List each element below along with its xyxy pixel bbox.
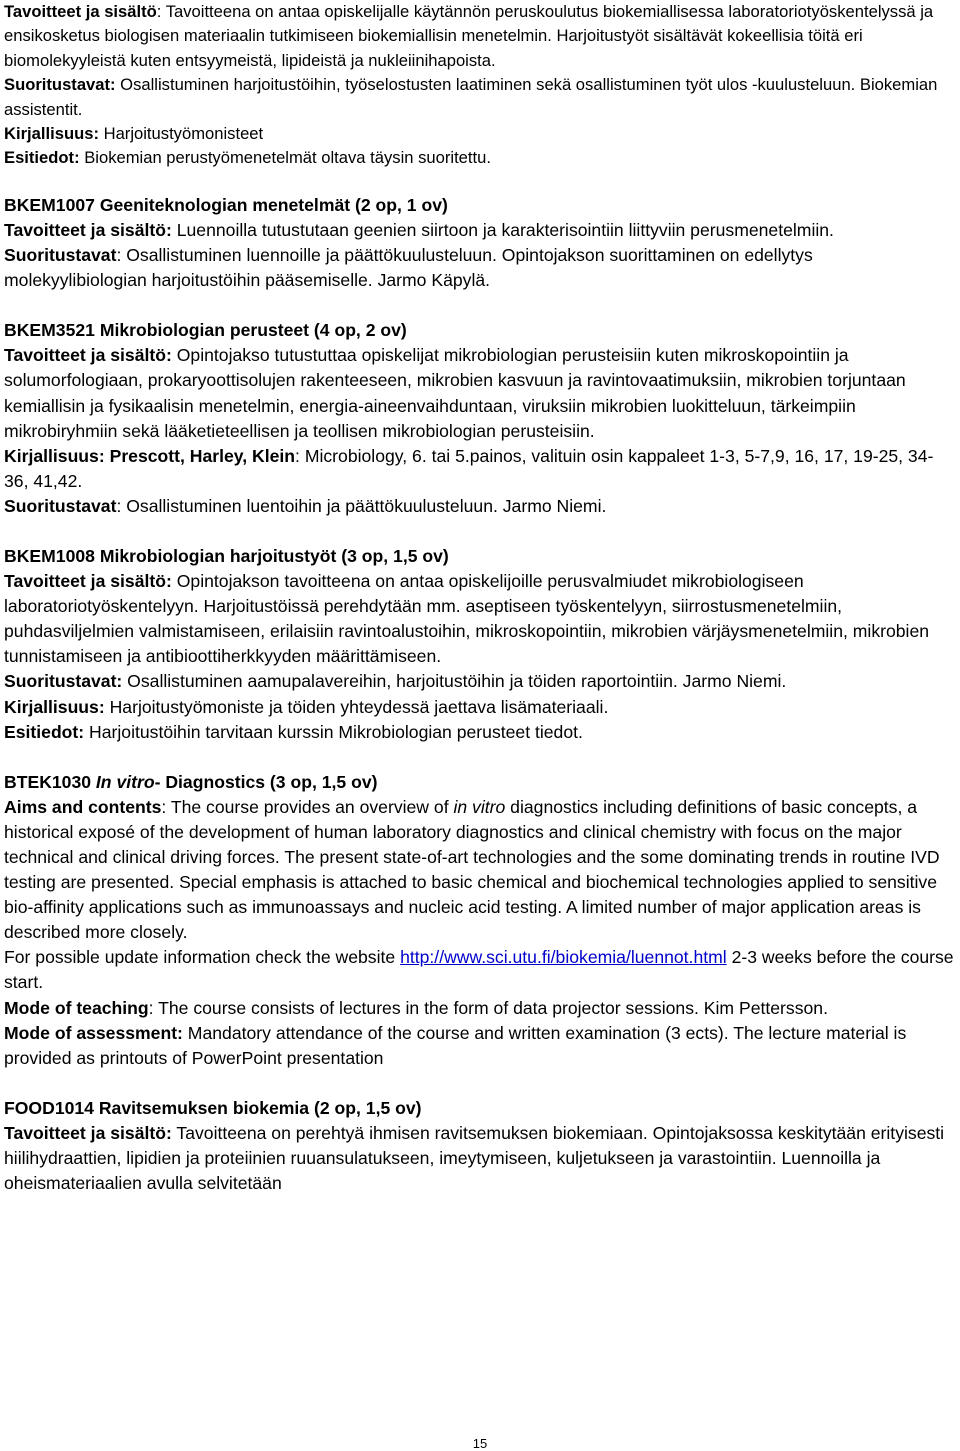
text-completion: : Osallistuminen luentoihin ja päättökuulusteluun. Jarmo Niemi. bbox=[116, 495, 607, 516]
text-goals: Opintojakso tutustuttaa opiskelijat mikrobiologian perusteisiin kuten mikroskopointiin ja solumorfologiaan, prokaryoottisolujen rakenteeseen, mikrobien kasvuun ja ravintovaatimuksiin, mikrobien torjuntaan kemiallisin ja fysikaalisin menetelmin, energia-aineenvaihduntaan, viruksiin mikrobien luokitteluun, tärkeimpiin mikrobiryhmiin sekä lääketieteellisen ja teollisen mikrobiologian perusteisiin. bbox=[4, 345, 906, 441]
section-bkem3521 bbox=[4, 318, 955, 519]
text-goals: Opintojakson tavoitteena on antaa opiskelijoille perusvalmiudet mikrobiologiseen laboratoriotyöskentelyyn. Harjoitustöissä perehdytään mm. aseptiseen työskentelyyn, siirrostusmenetelmiin, puhdasviljelmien valmistamiseen, erilaisiin ravintoalustoihin, mikroskopointiin, mikrobien värjäysmenetelmiin, mikrobien tunnistamiseen ja antibioottiherkkyyden määrittämiseen. bbox=[4, 571, 930, 667]
label-goals: Tavoitteet ja sisältö: bbox=[4, 219, 172, 240]
text-literature: Harjoitustyömonisteet bbox=[98, 124, 264, 144]
paragraph-prerequisites bbox=[4, 720, 955, 745]
label-completion: Suoritustavat: bbox=[4, 75, 116, 95]
paragraph-teaching bbox=[4, 996, 955, 1021]
course-title: BKEM3521 Mikrobiologian perusteet (4 op, 2 ov) bbox=[4, 320, 407, 341]
website-link[interactable]: http://www.sci.utu.fi/biokemia/luennot.html bbox=[400, 947, 727, 968]
text-completion: Osallistuminen aamupalavereihin, harjoitustöihin ja töiden raportointiin. Jarmo Niemi. bbox=[122, 671, 787, 692]
paragraph-goals bbox=[4, 0, 955, 73]
paragraph-completion bbox=[4, 243, 955, 293]
course-title bbox=[4, 770, 955, 795]
label-literature: Kirjallisuus: bbox=[4, 124, 99, 144]
paragraph-completion bbox=[4, 669, 955, 694]
paragraph-completion bbox=[4, 494, 955, 519]
text-update-a: For possible update information check the website bbox=[4, 947, 401, 968]
paragraph-goals bbox=[4, 569, 955, 669]
course-title: FOOD1014 Ravitsemuksen biokemia (2 op, 1,5 ov) bbox=[4, 1097, 422, 1118]
label-goals: Tavoitteet ja sisältö: bbox=[4, 345, 172, 366]
text-assessment: Mandatory attendance of the course and written examination (3 ects). The lecture material is provided as printouts of PowerPoint presentation bbox=[4, 1022, 907, 1068]
course-title: BKEM1007 Geeniteknologian menetelmät (2 op, 1 ov) bbox=[4, 194, 448, 215]
label-literature: Kirjallisuus: Prescott, Harley, Klein bbox=[4, 445, 296, 466]
paragraph-literature bbox=[4, 122, 955, 146]
label-completion: Suoritustavat bbox=[4, 495, 117, 516]
text-teaching: : The course consists of lectures in the form of data projector sessions. Kim Pettersson. bbox=[148, 997, 828, 1018]
course-title-rest: - Diagnostics (3 op, 1,5 ov) bbox=[154, 771, 378, 792]
label-aims: Aims and contents bbox=[4, 796, 162, 817]
section-bkem1008 bbox=[4, 544, 955, 745]
label-prerequisites: Esitiedot: bbox=[4, 148, 80, 168]
text-prerequisites: Harjoitustöihin tarvitaan kurssin Mikrobiologian perusteet tiedot. bbox=[84, 721, 583, 742]
label-teaching: Mode of teaching bbox=[4, 997, 149, 1018]
paragraph-goals bbox=[4, 343, 955, 443]
label-goals: Tavoitteet ja sisältö: bbox=[4, 571, 172, 592]
label-completion: Suoritustavat: bbox=[4, 671, 123, 692]
section-biochemistry-lab-course bbox=[4, 0, 955, 171]
section-food1014 bbox=[4, 1096, 955, 1196]
label-prerequisites: Esitiedot: bbox=[4, 721, 85, 742]
paragraph-update-info bbox=[4, 945, 955, 995]
text-aims-b: diagnostics including definitions of basic concepts, a historical exposé of the development of human laboratory diagnostics and clinical chemistry with focus on the major technical and clinical driving forces. The present state-of-art technologies and the some dominating trends in routine IVD testing are presented. Special emphasis is attached to basic chemical and biochemical technologies applied to sensitive bio-affinity applications such as immunoassays and nucleic acid testing. A limited number of major application areas is described more closely. bbox=[4, 796, 940, 943]
label-completion: Suoritustavat bbox=[4, 245, 117, 266]
paragraph-goals bbox=[4, 1121, 955, 1196]
text-prerequisites: Biokemian perustyömenetelmät oltava täysin suoritettu. bbox=[79, 148, 491, 168]
course-title-code: BTEK1030 bbox=[4, 771, 96, 792]
text-goals: Tavoitteena on perehtyä ihmisen ravitsemuksen biokemiaan. Opintojaksossa keskitytään erityisesti hiilihydraattien, lipidien ja proteiinien ruuansulatukseen, imeytymiseen, kuljetukseen ja varastointiin. Luennoilla ja oheismateriaalien avulla selvitetään bbox=[4, 1122, 945, 1194]
text-completion: Osallistuminen harjoitustöihin, työselostusten laatiminen sekä osallistuminen työt ulos -kuulusteluun. Biokemian assistentit. bbox=[4, 75, 938, 119]
paragraph-goals bbox=[4, 218, 955, 243]
label-goals: Tavoitteet ja sisältö: bbox=[4, 1122, 172, 1143]
text-aims-italic: in vitro bbox=[453, 796, 506, 817]
text-goals: Luennoilla tutustutaan geenien siirtoon ja karakterisointiin liittyviin perusmenetelmiin. bbox=[171, 219, 834, 240]
text-aims-a: : The course provides an overview of bbox=[161, 796, 454, 817]
paragraph-literature bbox=[4, 695, 955, 720]
text-literature: Harjoitustyömoniste ja töiden yhteydessä jaettava lisämateriaali. bbox=[104, 696, 609, 717]
text-completion: : Osallistuminen luennoille ja päättökuulusteluun. Opintojakson suorittaminen on edellytys molekyylibiologian harjoitustöihin pääsemiselle. Jarmo Käpylä. bbox=[4, 245, 813, 291]
label-goals: Tavoitteet ja sisältö bbox=[4, 2, 157, 21]
paragraph-aims bbox=[4, 795, 955, 946]
paragraph-literature bbox=[4, 444, 955, 494]
label-literature: Kirjallisuus: bbox=[4, 696, 105, 717]
paragraph-completion bbox=[4, 73, 955, 122]
course-title: BKEM1008 Mikrobiologian harjoitustyöt (3 op, 1,5 ov) bbox=[4, 545, 449, 566]
paragraph-assessment bbox=[4, 1021, 955, 1071]
section-bkem1007 bbox=[4, 193, 955, 293]
text-literature: : Microbiology, 6. tai 5.painos, valituin osin kappaleet 1-3, 5-7,9, 16, 17, 19-25, 34-36, 41,42. bbox=[4, 445, 934, 491]
text-goals: : Tavoitteena on antaa opiskelijalle käytännön peruskoulutus biokemiallisessa laboratoriotyöskentelyssä ja ensikosketus biologisen materiaalin tutkimiseen biokemiallisin menetelmin. Harjoitustyöt sisältävät kokeellisia töitä eri biomolekyyleistä kuten entsyymeistä, lipideistä ja nukleiinihapoista. bbox=[4, 2, 934, 70]
document-page bbox=[4, 0, 955, 1196]
text-update-b: 2-3 weeks before the course start. bbox=[4, 947, 954, 993]
page-number: 15 bbox=[472, 1436, 488, 1451]
paragraph-prerequisites bbox=[4, 146, 955, 170]
label-assessment: Mode of assessment: bbox=[4, 1022, 183, 1043]
course-title-italic: In vitro bbox=[95, 771, 155, 792]
section-btek1030 bbox=[4, 770, 955, 1071]
